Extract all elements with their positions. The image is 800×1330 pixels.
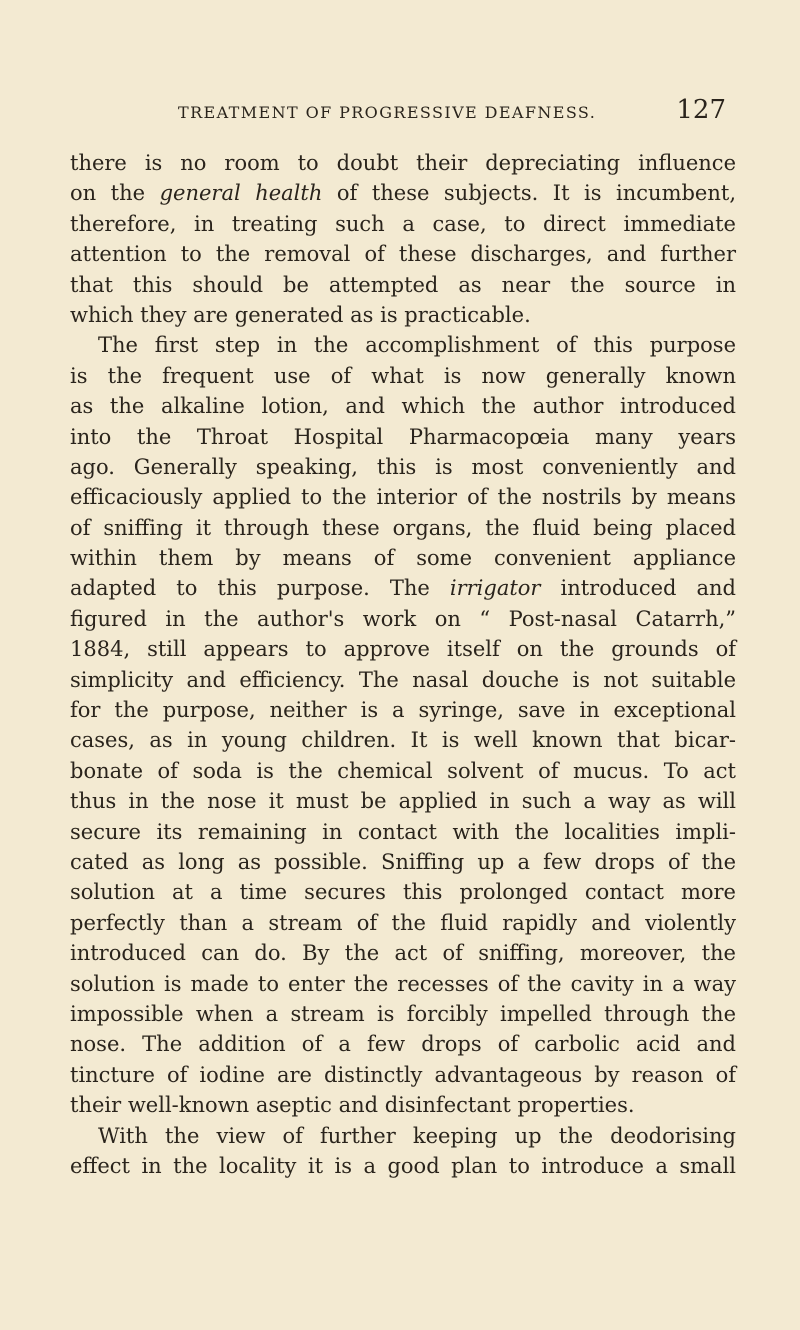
text-line: tincture of iodine are distinctly advantageous by reason of bbox=[70, 1062, 736, 1087]
text-line: efficaciously applied to the interior of the nostrils by means bbox=[70, 485, 736, 510]
text-line: is the frequent use of what is now generally known bbox=[70, 363, 736, 388]
text-line: cated as long as possible. Sniffing up a few drops of the bbox=[70, 849, 736, 874]
text-line: bonate of soda is the chemical solvent of mucus. To act bbox=[70, 758, 736, 783]
text-line bbox=[70, 573, 736, 603]
text-line: as the alkaline lotion, and which the author introduced bbox=[70, 394, 736, 419]
text-line: which they are generated as is practicable. bbox=[70, 302, 531, 327]
text-line: therefore, in treating such a case, to direct immediate bbox=[70, 211, 736, 236]
running-title: TREATMENT OF PROGRESSIVE DEAFNESS. bbox=[178, 103, 597, 122]
text-line: effect in the locality it is a good plan to introduce a small bbox=[70, 1153, 736, 1178]
text-line: there is no room to doubt their depreciating influence bbox=[70, 151, 736, 175]
text-segment: of these subjects. It is incumbent, bbox=[322, 181, 736, 206]
text-line: impossible when a stream is forcibly impelled through the bbox=[70, 1001, 736, 1026]
text-segment: introduced and bbox=[540, 576, 736, 601]
text-line: into the Throat Hospital Pharmacopœia many years bbox=[70, 424, 736, 449]
page-header bbox=[70, 95, 770, 133]
body-text bbox=[70, 148, 736, 1181]
page-number: 127 bbox=[676, 95, 726, 125]
text-line: thus in the nose it must be applied in such a way as will bbox=[70, 789, 736, 814]
text-line: 1884, still appears to approve itself on the grounds of bbox=[70, 637, 736, 662]
text-line: simplicity and efficiency. The nasal douche is not suitable bbox=[70, 667, 736, 692]
text-line: solution is made to enter the recesses of the cavity in a way bbox=[70, 971, 736, 996]
italic-text: general health bbox=[159, 181, 323, 206]
text-line: With the view of further keeping up the deodorising bbox=[98, 1123, 736, 1148]
text-line: that this should be attempted as near the source in bbox=[70, 272, 736, 297]
text-line: nose. The addition of a few drops of carbolic acid and bbox=[70, 1032, 736, 1057]
text-line: secure its remaining in contact with the localities impli- bbox=[70, 819, 736, 844]
text-segment: adapted to this purpose. The bbox=[70, 576, 450, 601]
text-line: within them by means of some convenient appliance bbox=[70, 546, 736, 571]
italic-text: irrigator bbox=[449, 576, 541, 601]
text-line: for the purpose, neither is a syringe, save in exceptional bbox=[70, 698, 736, 723]
text-line: The first step in the accomplishment of this purpose bbox=[98, 333, 736, 358]
text-line: figured in the author's work on “ Post-nasal Catarrh,” bbox=[70, 606, 736, 631]
text-line: solution at a time secures this prolonged contact more bbox=[70, 880, 736, 905]
text-line: of sniffing it through these organs, the fluid being placed bbox=[70, 515, 736, 540]
text-line: cases, as in young children. It is well known that bicar- bbox=[70, 728, 736, 753]
text-line bbox=[70, 178, 736, 208]
text-line: attention to the removal of these discharges, and further bbox=[70, 242, 736, 267]
text-line: perfectly than a stream of the fluid rapidly and violently bbox=[70, 910, 736, 935]
text-segment: on the bbox=[70, 181, 160, 206]
text-line: ago. Generally speaking, this is most conveniently and bbox=[70, 454, 736, 479]
text-line: their well-known aseptic and disinfectant properties. bbox=[70, 1093, 635, 1118]
text-line: introduced can do. By the act of sniffing, moreover, the bbox=[70, 941, 736, 966]
